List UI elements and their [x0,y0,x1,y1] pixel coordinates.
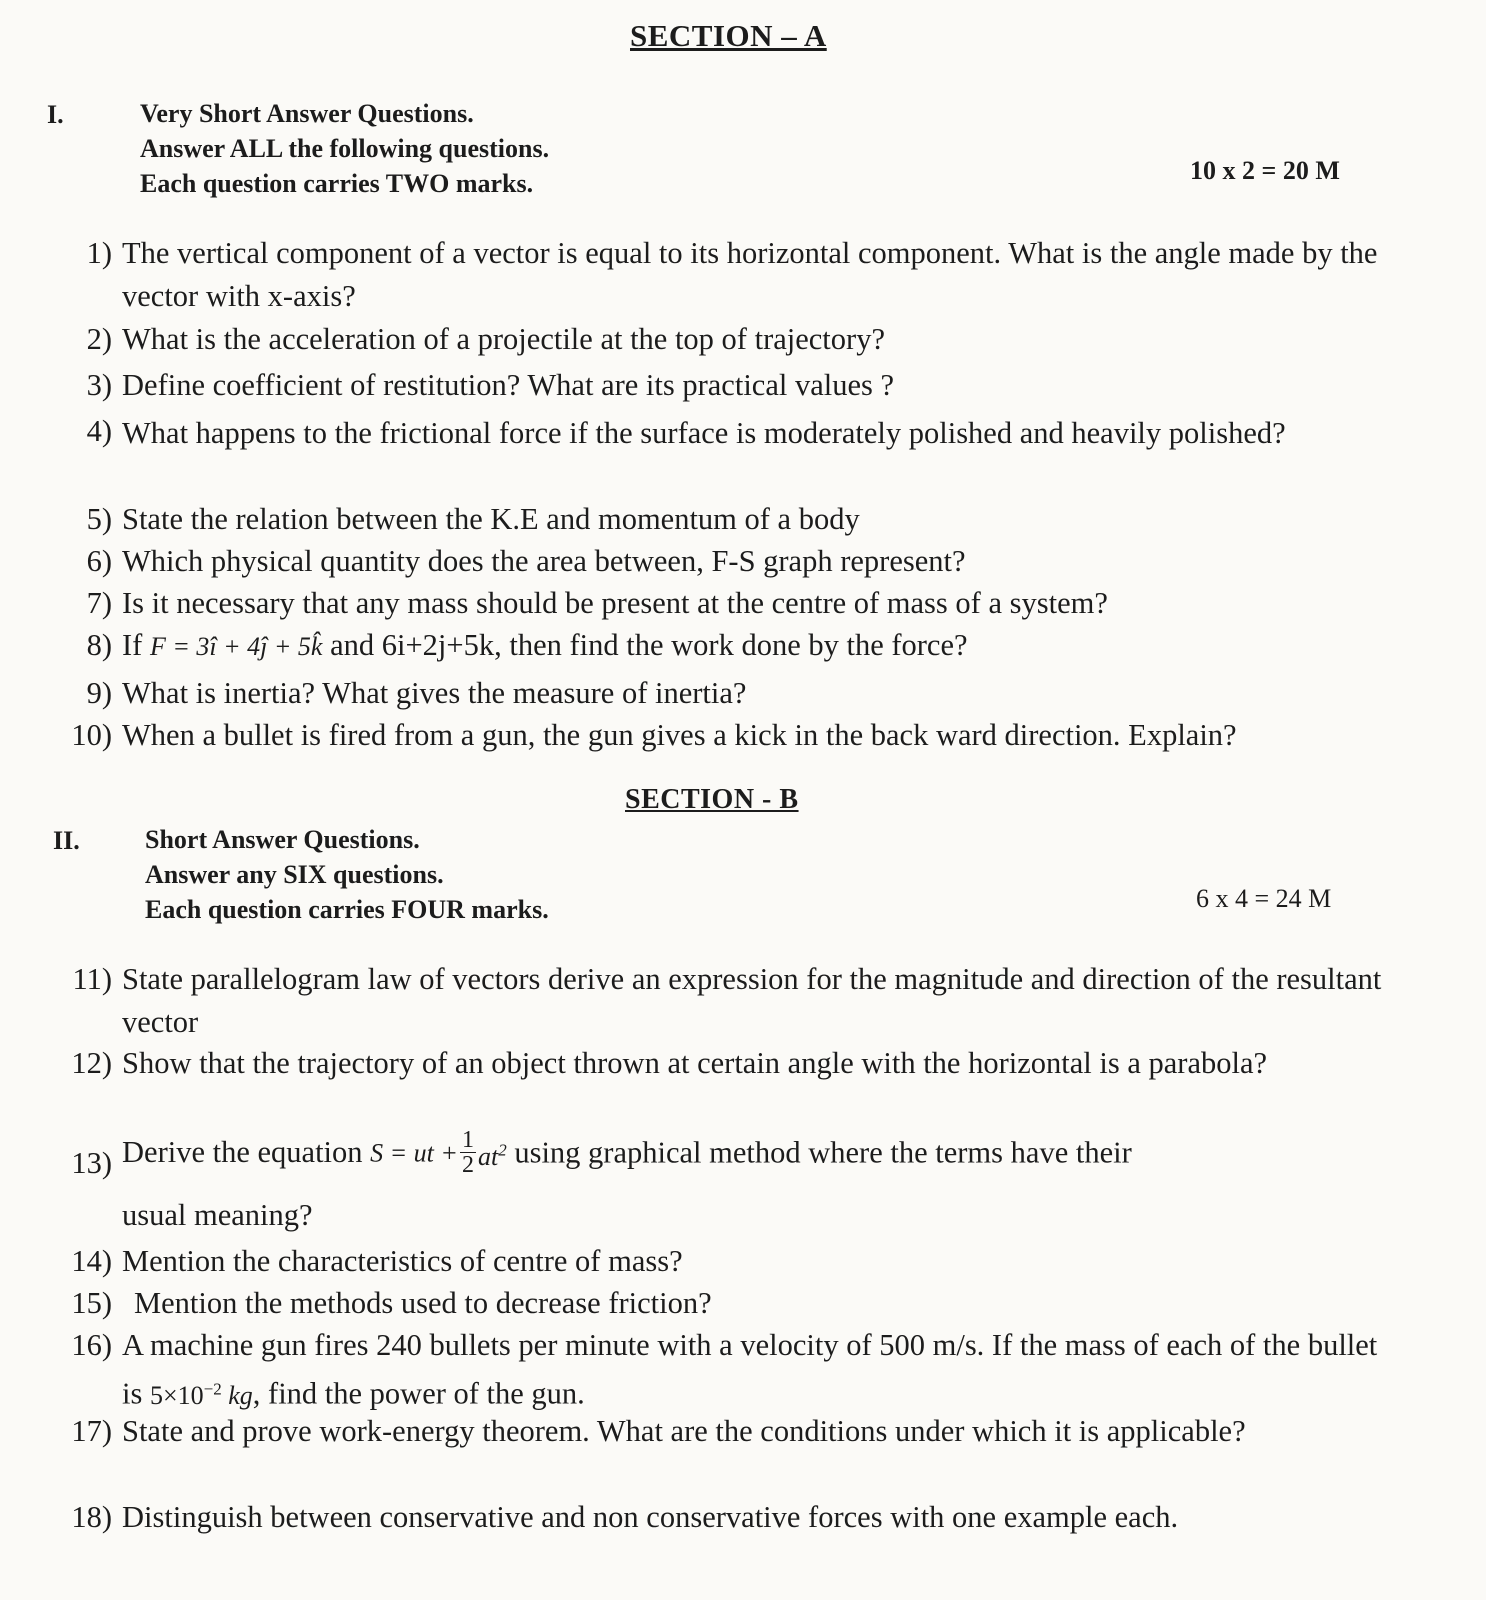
question-number: 7) [86,586,112,620]
question-number: 18) [71,1500,112,1534]
question-number: 12) [71,1046,112,1080]
question-number: 10) [71,718,112,752]
question-number: 17) [71,1414,112,1448]
question-text: What is inertia? What gives the measure of inertia? [122,676,747,710]
question-text: Which physical quantity does the area between, F-S graph represent? [122,544,966,578]
section-b-title: SECTION - B [625,784,799,815]
question-text: Mention the methods used to decrease friction? [134,1286,712,1320]
section-b-roman: II. [53,826,80,855]
question-number: 2) [86,322,112,356]
question-number: 11) [72,962,112,996]
question-number: 9) [86,676,112,710]
section-b-heading-3: Each question carries FOUR marks. [145,895,549,924]
question-text: When a bullet is fired from a gun, the gun gives a kick in the back ward direction. Explain? [122,718,1237,752]
question-text-1: A machine gun fires 240 bullets per minute with a velocity of 500 m/s. If the mass of each of the bullet is [122,1328,1378,1411]
mass-formula-unit: kg [228,1380,253,1410]
question-number: 8) [86,628,112,662]
question-number: 1) [86,236,112,270]
section-a-title: SECTION – A [630,18,827,53]
question-text: Show that the trajectory of an object thrown at certain angle with the horizontal is a parabola? [122,1046,1268,1080]
question-number: 15) [71,1286,112,1320]
equation-rhs: at [477,1141,499,1171]
section-b-marks: 6 x 4 = 24 M [1196,884,1332,913]
question-text [122,1324,1390,1417]
question-13 [50,1128,1390,1238]
question-text: State and prove work-energy theorem. What are the conditions under which it is applicable? [122,1414,1246,1448]
fraction-denominator: 2 [461,1152,474,1179]
question-text-2: , find the power of the gun. [252,1376,585,1411]
section-a-marks: 10 x 2 = 20 M [1190,156,1340,185]
question-text: The vertical component of a vector is equal to its horizontal component. What is the angle made by the vector with x-axis? [122,236,1378,313]
equation-fraction [460,1128,476,1177]
question-text-pre: Derive the equation [122,1135,363,1170]
section-a-heading-2: Answer ALL the following questions. [140,134,550,163]
question-text-pre: If [122,628,143,662]
question-text [122,624,1390,668]
question-number: 16) [71,1328,112,1362]
force-vector-formula: F = 3î + 4ĵ + 5k̂ [149,632,323,661]
question-text: Define coefficient of restitution? What are its practical values ? [122,368,895,402]
question-text: What is the acceleration of a projectile at the top of trajectory? [122,322,885,356]
equation-lhs: S = ut + [370,1138,458,1168]
question-text: Is it necessary that any mass should be present at the centre of mass of a system? [122,586,1108,620]
question-text: State the relation between the K.E and momentum of a body [122,502,860,536]
section-a-heading-3: Each question carries TWO marks. [140,169,534,198]
mass-formula-base: 5×10 [149,1380,204,1410]
section-b-heading-1: Short Answer Questions. [145,825,420,854]
question-text: State parallelogram law of vectors derive an expression for the magnitude and direction of the resultant vector [122,962,1382,1039]
question-text-line2: usual meaning? [122,1198,313,1232]
question-number: 14) [71,1244,112,1278]
question-number: 13) [71,1146,112,1180]
equation-exponent: 2 [498,1140,507,1159]
question-text-post: using graphical method where the terms have their [506,1135,1132,1170]
section-b-heading-2: Answer any SIX questions. [145,860,444,889]
question-number: 4) [86,414,112,448]
section-a-heading-1: Very Short Answer Questions. [140,99,474,128]
fraction-numerator: 1 [461,1127,474,1154]
question-text: Mention the characteristics of centre of mass? [122,1244,683,1278]
question-number: 3) [86,368,112,402]
question-text [122,1128,1390,1178]
question-number: 5) [86,502,112,536]
question-text: Distinguish between conservative and non conservative forces with one example each. [122,1500,1179,1534]
question-text: What happens to the frictional force if the surface is moderately polished and heavily polished? [122,416,1286,450]
question-text-post: and 6i+2j+5k, then find the work done by the force? [322,628,968,662]
section-a-roman: I. [47,100,64,129]
mass-formula-exponent: −2 [203,1379,222,1398]
question-number: 6) [86,544,112,578]
